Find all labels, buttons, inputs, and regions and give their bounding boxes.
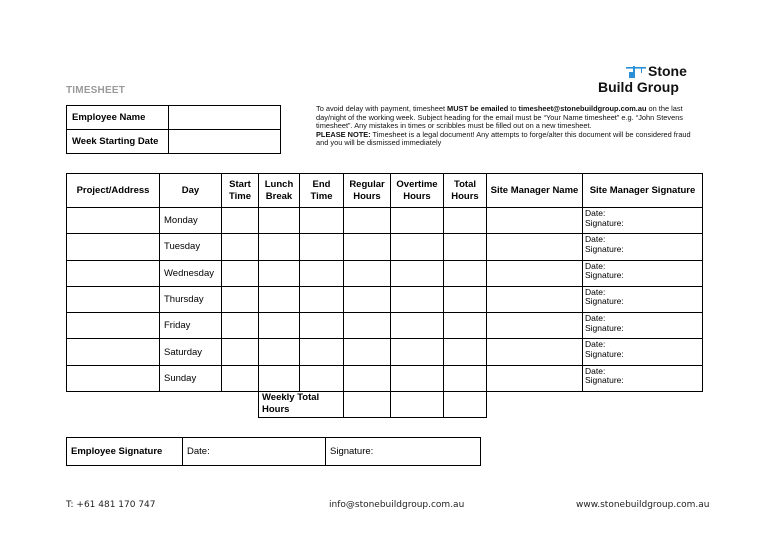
employee-name-field[interactable] — [169, 106, 281, 130]
project-cell[interactable] — [67, 286, 160, 312]
lunch-break-cell[interactable] — [259, 286, 300, 312]
regular-hours-cell[interactable] — [344, 339, 391, 365]
total-hours-cell[interactable] — [444, 365, 487, 391]
overtime-hours-cell[interactable] — [391, 260, 444, 286]
week-starting-date-field[interactable] — [169, 130, 281, 154]
sig-signature-label: Signature: — [585, 243, 624, 254]
site-manager-signature-cell[interactable] — [583, 313, 703, 339]
weekly-total-row — [67, 392, 703, 418]
employee-signature-table — [66, 437, 481, 466]
start-time-cell[interactable] — [222, 286, 259, 312]
site-manager-signature-cell[interactable] — [583, 208, 703, 234]
sig-signature-label: Signature: — [585, 270, 624, 281]
total-hours-cell[interactable] — [444, 339, 487, 365]
project-cell[interactable] — [67, 313, 160, 339]
project-cell[interactable] — [67, 234, 160, 260]
project-cell[interactable] — [67, 339, 160, 365]
end-time-cell[interactable] — [300, 313, 344, 339]
company-logo — [596, 64, 696, 96]
total-hours-cell[interactable] — [444, 313, 487, 339]
regular-hours-cell[interactable] — [344, 313, 391, 339]
logo-text-stone: Stone — [648, 63, 687, 79]
instructions-notice: To avoid delay with payment, timesheet MUST be emailed to timesheet@stonebuildgroup.com.au on the last day/night of the working week. Subject heading for the email must be “Your Name timesheet” e.g. “John Stevens timesheet”. Any mistakes in times or scribbles must be filled out on a new timesheet. PLEASE NOTE: Timesheet is a legal document! Any attempts to forge/alter this document will be considered fraud and you will be dismissed immediately — [316, 104, 691, 148]
total-hours-cell[interactable] — [444, 260, 487, 286]
crane-logo-icon — [626, 66, 646, 78]
day-cell: Friday — [160, 313, 222, 339]
footer-phone: T: +61 481 170 747 — [66, 500, 156, 510]
start-time-cell[interactable] — [222, 313, 259, 339]
overtime-hours-cell[interactable] — [391, 234, 444, 260]
table-row — [67, 365, 703, 391]
sig-signature-label: Signature: — [585, 296, 624, 307]
col-header-site-manager-name: Site Manager Name — [487, 174, 583, 208]
lunch-break-cell[interactable] — [259, 260, 300, 286]
site-manager-signature-cell[interactable] — [583, 234, 703, 260]
site-manager-signature-cell[interactable] — [583, 286, 703, 312]
day-cell: Thursday — [160, 286, 222, 312]
sig-signature-label: Signature: — [585, 217, 624, 228]
site-manager-name-cell[interactable] — [487, 313, 583, 339]
sig-date-label: Date: — [585, 208, 606, 218]
timesheet-table — [66, 173, 703, 418]
sig-date-label: Date: — [585, 313, 606, 324]
employee-signature-label: Employee Signature — [67, 438, 183, 466]
col-header-overtime-hours: Overtime Hours — [391, 174, 444, 208]
weekly-total-spacer — [67, 392, 259, 418]
day-cell: Tuesday — [160, 234, 222, 260]
site-manager-name-cell[interactable] — [487, 234, 583, 260]
lunch-break-cell[interactable] — [259, 339, 300, 365]
regular-hours-cell[interactable] — [344, 286, 391, 312]
end-time-cell[interactable] — [300, 365, 344, 391]
weekly-total-trailing-space — [487, 392, 703, 418]
sig-date-label: Date: — [585, 234, 606, 245]
col-header-start-time: Start Time — [222, 174, 259, 208]
end-time-cell[interactable] — [300, 260, 344, 286]
lunch-break-cell[interactable] — [259, 313, 300, 339]
site-manager-name-cell[interactable] — [487, 260, 583, 286]
lunch-break-cell[interactable] — [259, 365, 300, 391]
start-time-cell[interactable] — [222, 339, 259, 365]
total-hours-cell[interactable] — [444, 234, 487, 260]
col-header-end-time: End Time — [300, 174, 344, 208]
regular-hours-cell[interactable] — [344, 260, 391, 286]
sig-date-label: Date: — [585, 365, 606, 376]
end-time-cell[interactable] — [300, 234, 344, 260]
employee-signature-row — [67, 438, 481, 466]
overtime-hours-cell[interactable] — [391, 286, 444, 312]
weekly-total-hours-cell[interactable] — [444, 392, 487, 418]
overtime-hours-cell[interactable] — [391, 208, 444, 234]
project-cell[interactable] — [67, 365, 160, 391]
start-time-cell[interactable] — [222, 365, 259, 391]
site-manager-name-cell[interactable] — [487, 286, 583, 312]
sig-date-label: Date: — [585, 339, 606, 350]
total-hours-cell[interactable] — [444, 286, 487, 312]
sig-signature-label: Signature: — [585, 322, 624, 333]
col-header-lunch-break: Lunch Break — [259, 174, 300, 208]
col-header-site-manager-signature: Site Manager Signature — [583, 174, 703, 208]
end-time-cell[interactable] — [300, 208, 344, 234]
page-title: TIMESHEET — [66, 85, 126, 96]
week-starting-date-label: Week Starting Date — [67, 130, 169, 154]
site-manager-name-cell[interactable] — [487, 365, 583, 391]
table-row — [67, 286, 703, 312]
regular-hours-cell[interactable] — [344, 365, 391, 391]
project-cell[interactable] — [67, 260, 160, 286]
weekly-total-label: Weekly Total Hours — [259, 392, 344, 418]
week-starting-row — [67, 130, 281, 154]
project-cell[interactable] — [67, 208, 160, 234]
table-header-row — [67, 174, 703, 208]
site-manager-signature-cell[interactable] — [583, 260, 703, 286]
employee-signature-field[interactable]: Signature: — [326, 438, 481, 466]
overtime-hours-cell[interactable] — [391, 365, 444, 391]
table-row — [67, 313, 703, 339]
table-row — [67, 234, 703, 260]
site-manager-name-cell[interactable] — [487, 339, 583, 365]
col-header-day: Day — [160, 174, 222, 208]
day-cell: Saturday — [160, 339, 222, 365]
day-cell: Sunday — [160, 365, 222, 391]
employee-signature-date-field[interactable]: Date: — [183, 438, 326, 466]
total-hours-cell[interactable] — [444, 208, 487, 234]
footer-website[interactable]: www.stonebuildgroup.com.au — [576, 500, 710, 510]
employee-name-row — [67, 106, 281, 130]
sig-date-label: Date: — [585, 260, 606, 271]
lunch-break-cell[interactable] — [259, 234, 300, 260]
timesheet-email: timesheet@stonebuildgroup.com.au — [518, 104, 647, 113]
lunch-break-cell[interactable] — [259, 208, 300, 234]
regular-hours-cell[interactable] — [344, 208, 391, 234]
table-row — [67, 339, 703, 365]
sig-signature-label: Signature: — [585, 348, 624, 359]
site-manager-signature-cell[interactable] — [583, 365, 703, 391]
end-time-cell[interactable] — [300, 286, 344, 312]
overtime-hours-cell[interactable] — [391, 313, 444, 339]
table-row — [67, 208, 703, 234]
employee-name-label: Employee Name — [67, 106, 169, 130]
footer-email[interactable]: info@stonebuildgroup.com.au — [329, 500, 465, 510]
day-cell: Monday — [160, 208, 222, 234]
regular-hours-cell[interactable] — [344, 234, 391, 260]
day-cell: Wednesday — [160, 260, 222, 286]
col-header-total-hours: Total Hours — [444, 174, 487, 208]
col-header-project: Project/Address — [67, 174, 160, 208]
site-manager-name-cell[interactable] — [487, 208, 583, 234]
start-time-cell[interactable] — [222, 208, 259, 234]
overtime-hours-cell[interactable] — [391, 339, 444, 365]
col-header-regular-hours: Regular Hours — [344, 174, 391, 208]
weekly-overtime-hours-cell[interactable] — [391, 392, 444, 418]
site-manager-signature-cell[interactable] — [583, 339, 703, 365]
sig-signature-label: Signature: — [585, 375, 624, 386]
end-time-cell[interactable] — [300, 339, 344, 365]
table-row — [67, 260, 703, 286]
start-time-cell[interactable] — [222, 260, 259, 286]
employee-info-table — [66, 105, 281, 154]
start-time-cell[interactable] — [222, 234, 259, 260]
sig-date-label: Date: — [585, 286, 606, 297]
logo-text-build-group: Build Group — [598, 79, 679, 95]
weekly-regular-hours-cell[interactable] — [344, 392, 391, 418]
